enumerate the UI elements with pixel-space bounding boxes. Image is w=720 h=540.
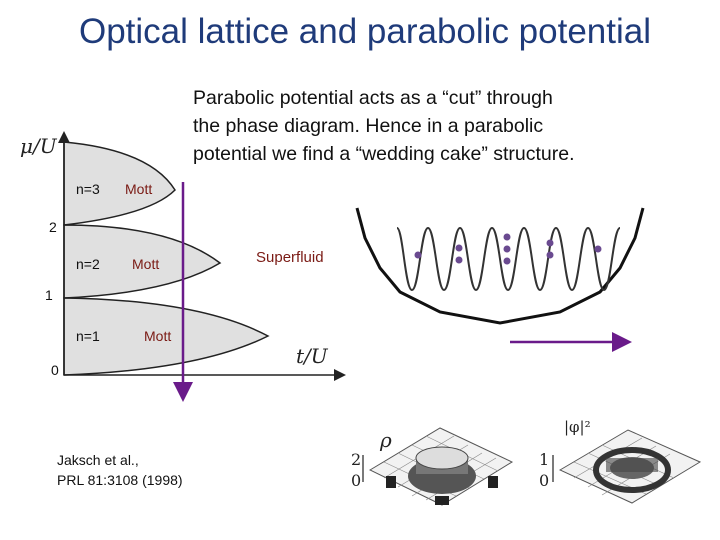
lobe-n-label: n=1: [76, 328, 100, 344]
caption-line: Parabolic potential acts as a “cut” through: [193, 87, 553, 109]
mott-label: Mott: [144, 328, 172, 344]
atom-dot-icon: [415, 234, 602, 265]
x-axis-label: t/U: [296, 344, 328, 368]
superfluid-label: Superfluid: [256, 249, 324, 266]
lobe-n-label: n=2: [76, 256, 100, 272]
y-axis-arrowhead: [58, 131, 70, 143]
reference-line: PRL 81:3108 (1998): [57, 472, 183, 488]
mott-label: Mott: [125, 181, 153, 197]
y-tick-label: 1: [45, 287, 53, 303]
caption-line: potential we find a “wedding cake” structure.: [193, 143, 575, 165]
caption-line: the phase diagram. Hence in a parabolic: [193, 115, 544, 137]
slide-title: Optical lattice and parabolic potential: [78, 12, 651, 51]
density-plot-rho-tick: 0: [351, 471, 362, 490]
lobe-n-label: n=3: [76, 181, 100, 197]
density-plot-rho-tick: 2: [351, 450, 362, 469]
y-axis-label: μ/U: [20, 134, 57, 158]
density-plot-phi-symbol: |φ|²: [564, 418, 591, 436]
density-plot-phi-tick: 1: [539, 450, 550, 469]
y-tick-label: 2: [49, 219, 57, 235]
mott-label: Mott: [132, 256, 160, 272]
density-plot-rho-symbol: ρ: [380, 428, 392, 452]
x-axis-arrowhead: [334, 369, 346, 381]
reference-line: Jaksch et al.,: [57, 452, 139, 468]
density-plot-phi: [553, 430, 700, 503]
y-tick-label: 0: [51, 362, 59, 378]
reference: [57, 450, 183, 490]
density-plot-phi-tick: 0: [539, 471, 550, 490]
